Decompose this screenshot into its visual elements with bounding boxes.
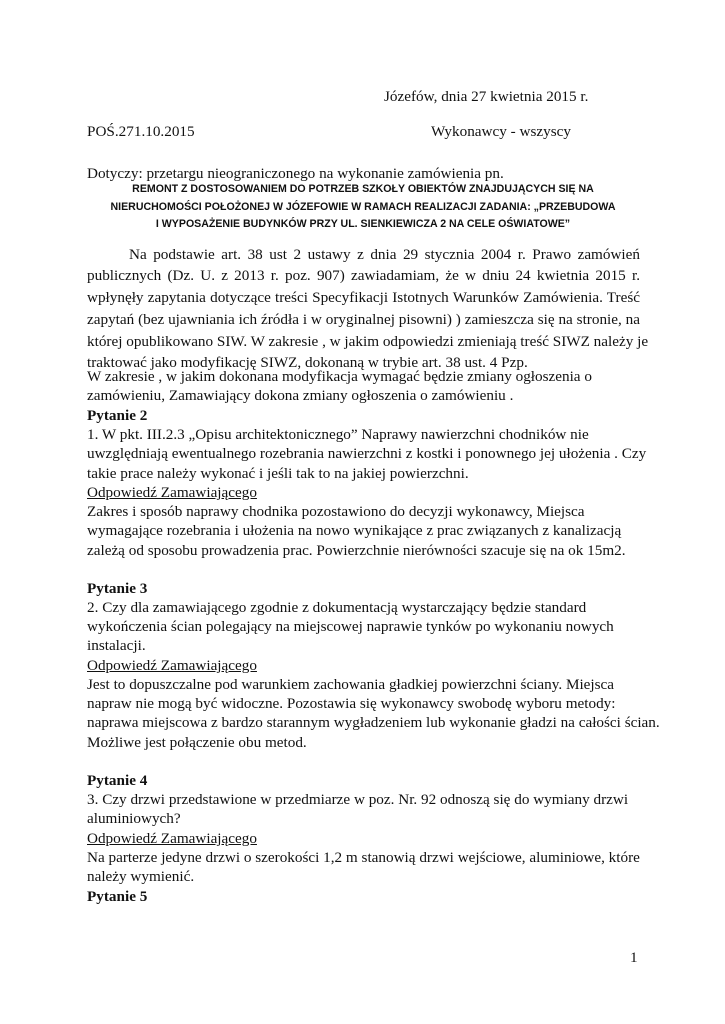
question-heading: Pytanie 4 xyxy=(87,772,148,789)
subject-title-line: NIERUCHOMOŚCI POŁOŻONEJ W JÓZEFOWIE W RAMACH REALIZACJI ZADANIA: „PRZEBUDOWA xyxy=(110,200,616,213)
answer-label: Odpowiedź Zamawiającego xyxy=(87,830,257,847)
intro-paragraph-line: której opublikowano SIW. W zakresie , w jakim odpowiedzi zmieniają treść SIWZ należy je xyxy=(87,333,649,350)
question-text-line: wykończenia ścian polegający na miejscowej naprawie tynków po wykonaniu nowych xyxy=(87,618,614,635)
intro-paragraph-line: traktować jako modyfikację SIWZ, dokonaną w trybie art. 38 ust. 4 Pzp. xyxy=(87,354,528,371)
intro-paragraph-line: wpłynęły zapytania dotyczące treści Specyfikacji Istotnych Warunków Zamówienia. Treść xyxy=(87,289,640,306)
answer-text-line: Na parterze jedyne drzwi o szerokości 1,2 m stanowią drzwi wejściowe, aluminiowe, które xyxy=(87,849,640,866)
question-text-line: takie prace należy wykonać i jeśli tak to na jakiej powierzchni. xyxy=(87,465,469,482)
question-text-line: 3. Czy drzwi przedstawione w przedmiarze w poz. Nr. 92 odnoszą się do wymiany drzwi xyxy=(87,791,629,808)
answer-text-line: naprawa miejscowa z bardzo starannym wygładzeniem lub wykonanie gładzi na całości ścian. xyxy=(87,714,660,731)
subject-intro: Dotyczy: przetargu nieograniczonego na wykonanie zamówienia pn. xyxy=(87,165,504,182)
answer-text-line: napraw nie mogą być widoczne. Pozostawia się wykonawcy swobodę wyboru metody: xyxy=(87,695,616,712)
recipient: Wykonawcy - wszyscy xyxy=(431,123,571,140)
subject-title-line: REMONT Z DOSTOSOWANIEM DO POTRZEB SZKOŁY OBIEKTÓW ZNAJDUJĄCYCH SIĘ NA xyxy=(132,183,594,195)
answer-text-line: Zakres i sposób naprawy chodnika pozostawiono do decyzji wykonawcy, Miejsca xyxy=(87,503,585,520)
question-text-line: aluminiowych? xyxy=(87,810,181,827)
question-text-line: 1. W pkt. III.2.3 „Opisu architektonicznego” Naprawy nawierzchni chodników nie xyxy=(87,426,589,443)
answer-text-line: wymagające rozebrania i ułożenia na nowo wynikające z prac związanych z kanalizacją xyxy=(87,522,622,539)
page-number: 1 xyxy=(630,949,638,966)
place-date: Józefów, dnia 27 kwietnia 2015 r. xyxy=(384,88,589,105)
subject-title-line: I WYPOSAŻENIE BUDYNKÓW PRZY UL. SIENKIEWICZA 2 NA CELE OŚWIATOWE” xyxy=(155,218,571,230)
question-heading: Pytanie 3 xyxy=(87,580,148,597)
reference-number: POŚ.271.10.2015 xyxy=(87,123,195,140)
question-heading: Pytanie 5 xyxy=(87,888,148,905)
intro-paragraph-line: zapytań (bez ujawniania ich źródła i w oryginalnej pisowni) ) zamieszcza się na stronie, na xyxy=(87,311,640,328)
intro-paragraph-line: Na podstawie art. 38 ust 2 ustawy z dnia 29 stycznia 2004 r. Prawo zamówień xyxy=(129,246,640,263)
modification-note-line: W zakresie , w jakim dokonana modyfikacja wymagać będzie zmiany ogłoszenia o xyxy=(87,368,592,385)
answer-text-line: należy wymienić. xyxy=(87,868,195,885)
question-text-line: instalacji. xyxy=(87,637,146,654)
answer-text-line: Możliwe jest połączenie obu metod. xyxy=(87,734,307,751)
answer-text-line: Jest to dopuszczalne pod warunkiem zachowania gładkiej powierzchni ściany. Miejsca xyxy=(87,676,615,693)
answer-label: Odpowiedź Zamawiającego xyxy=(87,657,257,674)
question-text-line: 2. Czy dla zamawiającego zgodnie z dokumentacją wystarczający będzie standard xyxy=(87,599,587,616)
intro-paragraph-line: publicznych (Dz. U. z 2013 r. poz. 907) zawiadamiam, że w dniu 24 kwietnia 2015 r. xyxy=(87,267,640,284)
answer-label: Odpowiedź Zamawiającego xyxy=(87,484,257,501)
answer-text-line: zależą od sposobu prowadzenia prac. Powierzchnie nierówności szacuje się na ok 15m2. xyxy=(87,542,626,559)
modification-note-line: zamówieniu, Zamawiający dokona zmiany ogłoszenia o zamówieniu . xyxy=(87,387,514,404)
question-heading: Pytanie 2 xyxy=(87,407,148,424)
question-text-line: uwzględniają ewentualnego rozebrania nawierzchni z kostki i ponownego jej ułożenia . Czy xyxy=(87,445,647,462)
